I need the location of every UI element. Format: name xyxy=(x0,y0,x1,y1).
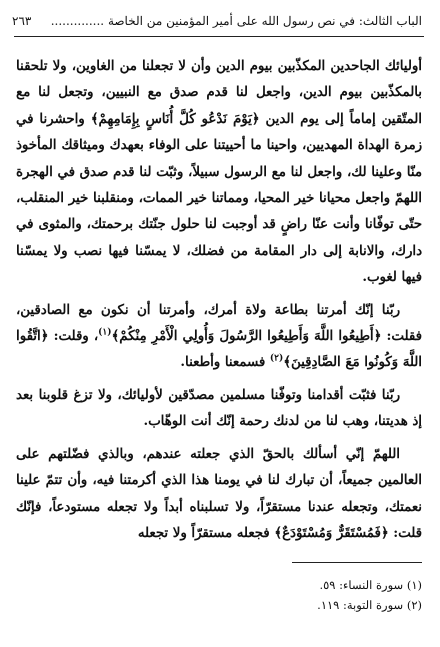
header-title xyxy=(51,14,422,28)
paragraph-text: ، وقلت: xyxy=(48,329,99,345)
paragraph xyxy=(16,442,422,548)
footnote-rule xyxy=(292,562,422,563)
header-dots: .............. xyxy=(50,14,105,28)
footnote-1: (١) سورة النساء: ٥٩. xyxy=(319,578,422,592)
footnote-reference: (١) xyxy=(98,327,112,338)
header-rule xyxy=(14,36,424,37)
footnotes xyxy=(16,575,422,615)
paragraph-text: واحشرنا في زمرة الهداة المهديين، واحينا ما أحييتنا على الوفاء بعهدك وميثاقك المأخوذ منّا وعلينا لك، واجعل لنا مع الرسول سبيلاً، وثبّت لنا قدم صدق في الهجرة اللهمّ واجعل محيانا خير المحيا، ومماتنا خير الممات، ومنقلبنا خير المنقلب، حتّى توفّانا وأنت عنّا راضٍ قد أوجبت لنا حلول جنّتك برحمتك، والمثوى في دارك، والانابة إلى دار المقامة من فضلك، لا يمسّنا فيها نصب ولا يمسّنا فيها لغوب. xyxy=(16,111,422,286)
body-text xyxy=(16,54,422,553)
header-title-text: الباب الثالث: في نص رسول الله على أمير المؤمنين من الخاصة xyxy=(107,14,422,28)
page-number: ٢٦٣ xyxy=(12,14,32,28)
paragraph-text: فسمعنا وأطعنا. xyxy=(180,355,270,371)
paragraph-text: ربّنا فثبّت أقدامنا وتوفّنا مسلمين مصدّقين لأوليائك، ولا تزغ قلوبنا بعد إذ هديتنا، وهب لنا من لدنك رحمة إنّك أنت الوهّاب. xyxy=(16,387,422,430)
paragraph xyxy=(16,383,422,436)
paragraph xyxy=(16,298,422,377)
paragraph-text: أوليائك الجاحدين المكذّبين بيوم الدين وأن لا تجعلنا من الغاوين، ولا تلحقنا بالمكذّبين بيوم الدين، واجعل لنا قدم صدق مع النبيين، وتجعل لنا مع المتّقين إماماً إلى يوم الدين xyxy=(16,59,422,127)
quran-quote: ﴿يَوْمَ نَدْعُو كُلَّ أُنَاسٍ بِإِمَامِهِمْ﴾ xyxy=(90,111,260,127)
quran-quote: ﴿اتَّقُوا اللَّهَ وَكُونُوا مَعَ الصَّادِقِينَ﴾ xyxy=(16,329,422,371)
quran-quote: ﴿فَمُسْتَقَرٌّ وَمُسْتَوْدَعٌ﴾ xyxy=(274,525,389,541)
footnote-2: (٢) سورة التوبة: ١١٩. xyxy=(317,598,422,612)
paragraph-text: اللهمّ إنّي أسألك بالحقّ الذي جعلته عندهم، وبالذي فضّلتهم على العالمين جميعاً، أن تبارك لنا في يومنا هذا الذي أكرمتنا فيه، وأن تتمّ علينا نعمتك، وتجعله عندنا مستقرّاً، ولا تسلبناه أبداً ولا تجعله مستودعاً، فإنّك قلت: xyxy=(16,446,422,541)
running-header xyxy=(12,14,422,32)
paragraph-text: ربّنا إنّك أمرتنا بطاعة ولاة أمرك، وأمرتنا أن نكون مع الصادقين، فقلت: xyxy=(16,302,422,345)
quran-quote: ﴿أَطِيعُوا اللَّهَ وَأَطِيعُوا الرَّسُولَ وَأُولِي الْأَمْرِ مِنْكُمْ﴾ xyxy=(111,329,382,345)
paragraph-text: فجعله مستقرّاً ولا تجعله xyxy=(137,525,275,541)
footnote-reference: (٢) xyxy=(269,354,284,365)
paragraph xyxy=(16,54,422,292)
